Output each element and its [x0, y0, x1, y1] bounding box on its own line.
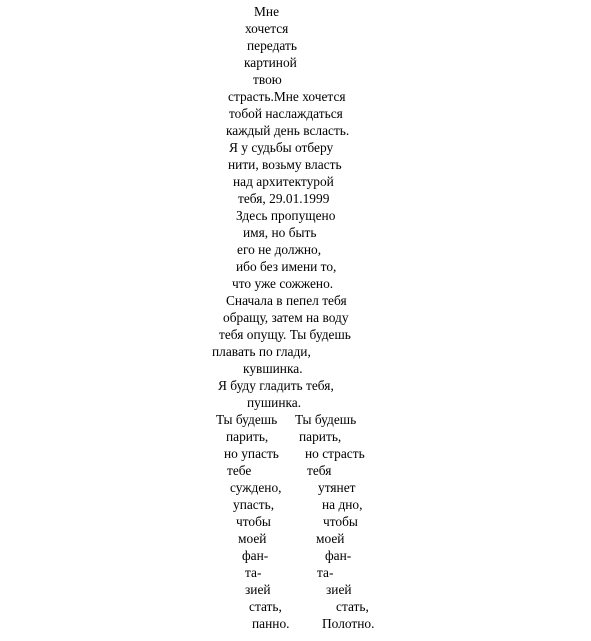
right-column-line: Ты будешь: [295, 412, 357, 427]
right-column-line: утянет: [318, 480, 356, 495]
left-column-line: тебе: [227, 463, 252, 478]
right-column-line: тебя: [307, 463, 332, 478]
poem-line: Сначала в пепел тебя: [226, 293, 347, 308]
right-column-line: зией: [326, 582, 352, 597]
right-column-line: моей: [316, 531, 345, 546]
right-column-line: фан-: [325, 548, 352, 563]
right-column-line: чтобы: [323, 514, 358, 529]
poem-line: плавать по глади,: [212, 344, 311, 359]
poem-line: пушинка.: [247, 395, 302, 410]
right-column-line: но страсть: [305, 446, 365, 461]
poem-line: Здесь пропущено: [236, 208, 336, 223]
left-column-line: суждено,: [230, 480, 282, 495]
poem-line: ибо без имени то,: [236, 259, 337, 274]
left-column-line: упасть,: [233, 497, 275, 512]
poem-line: Мне: [254, 4, 280, 19]
poem-line: хочется: [245, 21, 289, 36]
poem-line: его не должно,: [237, 242, 322, 257]
poem-line: Я у судьбы отберу: [229, 140, 334, 155]
poem-line: страсть.Мне хочется: [228, 89, 346, 104]
poem-line: что уже сожжено.: [232, 276, 334, 291]
left-column-line: та-: [245, 565, 262, 580]
right-column-line: парить,: [299, 429, 342, 444]
right-column-line: Полотно.: [322, 616, 375, 631]
left-column-line: Ты будешь: [216, 412, 278, 427]
poem-line: каждый день всласть.: [226, 123, 350, 138]
left-column-line: парить,: [226, 429, 269, 444]
poem-line: картиной: [244, 55, 297, 70]
poem-line: твою: [253, 72, 282, 87]
left-column-line: зией: [245, 582, 271, 597]
left-column-line: стать,: [249, 599, 282, 614]
poem-line: тобой наслаждаться: [229, 106, 343, 121]
left-column-line: чтобы: [236, 514, 271, 529]
poem-line: обращу, затем на воду: [223, 310, 349, 325]
poem-line: тебя, 29.01.1999: [238, 191, 330, 206]
poem-line: над архитектурой: [233, 174, 334, 189]
right-column-line: та-: [317, 565, 334, 580]
left-column-line: панно.: [252, 616, 290, 631]
poem-line: имя, но быть: [243, 225, 317, 240]
poem-line: кувшинка.: [243, 361, 303, 376]
poem-line: тебя опущу. Ты будешь: [219, 327, 351, 342]
poem-line: передать: [247, 38, 297, 53]
left-column-line: но упасть: [224, 446, 279, 461]
left-column-line: моей: [238, 531, 267, 546]
poem-line: нити, возьму власть: [228, 157, 342, 172]
poem-line: Я буду гладить тебя,: [218, 378, 334, 393]
right-column-line: стать,: [336, 599, 369, 614]
left-column-line: фан-: [242, 548, 269, 563]
right-column-line: на дно,: [322, 497, 363, 512]
